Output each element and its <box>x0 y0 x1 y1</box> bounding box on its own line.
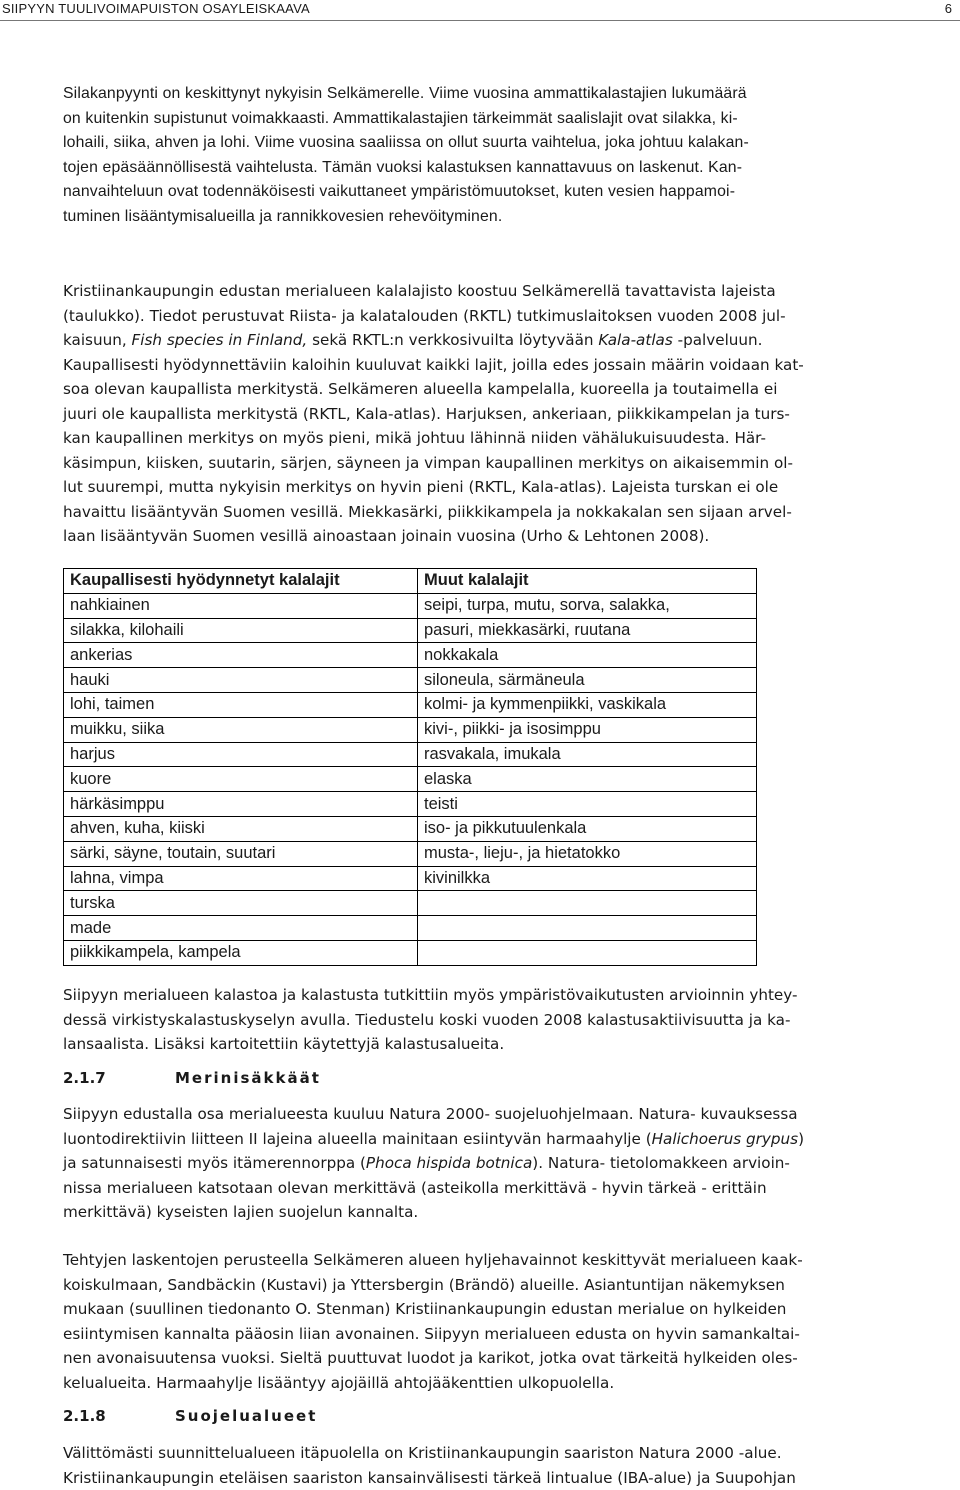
fish-species-table <box>63 568 757 966</box>
text-line: laan lisääntyvän Suomen vesillä ainoastaan joinain vuosina (Urho & Lehtonen 2008). <box>63 527 710 545</box>
table-row <box>64 593 757 618</box>
table-cell <box>418 891 757 916</box>
table-cell: särki, säyne, toutain, suutari <box>64 841 418 866</box>
table-cell: hauki <box>64 668 418 693</box>
table-cell: turska <box>64 891 418 916</box>
table-cell: elaska <box>418 767 757 792</box>
table-row <box>64 816 757 841</box>
table-cell: kivinilkka <box>418 866 757 891</box>
text-run: ja satunnaisesti myös itämerennorppa ( <box>63 1154 366 1172</box>
table-cell: kivi-, piikki- ja isosimppu <box>418 717 757 742</box>
table-cell: iso- ja pikkutuulenkala <box>418 816 757 841</box>
text-line: Kaupallisesti hyödynnettäviin kaloihin kuuluvat kaikki lajit, joilla edes jossain määrin voidaan kat- <box>63 355 804 374</box>
species-name: Phoca hispida botnica <box>365 1154 533 1172</box>
table-cell: harjus <box>64 742 418 767</box>
table-row <box>64 692 757 717</box>
table-cell: seipi, turpa, mutu, sorva, salakka, <box>418 593 757 618</box>
table-cell: ahven, kuha, kiiski <box>64 816 418 841</box>
text-line: Kristiinankaupungin eteläisen saariston kansainvälisesti tärkeä lintualue (IBA-alue) ja Suupohjan <box>63 1468 796 1487</box>
service-name: Kala-atlas <box>598 331 673 349</box>
table-cell: made <box>64 916 418 941</box>
table-row <box>64 792 757 817</box>
paragraph-fish-species <box>63 279 948 549</box>
page-number: 6 <box>944 1 952 16</box>
text-line: nen avonaisuutensa vuoksi. Sieltä puuttuvat luodot ja karikot, jotka ovat tärkeitä hylkeiden oles- <box>63 1349 798 1367</box>
text-line <box>63 1127 948 1152</box>
text-line: soa olevan kaupallista merkitystä. Selkämeren alueella kampelalla, kuoreella ja toutaimella ei <box>63 380 778 398</box>
text-line: koiskulmaan, Sandbäckin (Kustavi) ja Yttersbergin (Brändö) alueille. Asiantuntijan näkemyksen <box>63 1275 785 1294</box>
text-line: tojen epäsäännöllisestä vaihtelusta. Tämän vuoksi kalastuksen kannattavuus on laskenut. Kan- <box>63 158 743 176</box>
text-run: ) <box>798 1129 805 1148</box>
paragraph-recreational-fishing <box>63 983 948 1057</box>
text-line: tuminen lisääntymisalueilla ja rannikkovesien rehevöityminen. <box>63 207 503 225</box>
table-row <box>64 643 757 668</box>
text-line: juuri ole kaupallista merkitystä (RKTL, Kala-atlas). Harjuksen, ankeriaan, piikkikampelan ja turs- <box>63 404 790 423</box>
table-cell: nokkakala <box>418 643 757 668</box>
text-line: lohaili, siika, ahven ja lohi. Viime vuosina saaliissa on ollut suurta vaihtelua, joka johtuu kalakan- <box>63 134 749 151</box>
text-run: ). Natura- tietolomakkeen arvioin- <box>532 1154 790 1172</box>
paragraph-natura <box>63 1102 948 1225</box>
table-row <box>64 618 757 643</box>
text-run: luontodirektiivin liitteen II lajeina alueella mainitaan esiintyvän harmaahylje ( <box>63 1129 652 1148</box>
section-title: Suojelualueet <box>175 1407 318 1425</box>
table-cell: teisti <box>418 792 757 817</box>
text-line: Tehtyjen laskentojen perusteella Selkämeren alueen hyljehavainnot keskittyvät merialueen kaak- <box>63 1251 803 1269</box>
paragraph-fishing-overview <box>63 82 948 229</box>
paragraph-seal-observations <box>63 1248 948 1395</box>
text-line: (taulukko). Tiedot perustuvat Riista- ja kalatalouden (RKTL) tutkimuslaitoksen vuoden 2008 jul- <box>63 306 786 325</box>
table-row <box>64 940 757 965</box>
table-cell: kolmi- ja kymmenpiikki, vaskikala <box>418 692 757 717</box>
table-cell: kuore <box>64 767 418 792</box>
table-cell: piikkikampela, kampela <box>64 940 418 965</box>
text-line <box>63 1151 948 1176</box>
table-cell: härkäsimppu <box>64 792 418 817</box>
text-line <box>63 328 948 353</box>
text-line: lut suurempi, mutta nykyisin merkitys on hyvin pieni (RKTL, Kala-atlas). Lajeista turskan ei ole <box>63 478 779 496</box>
text-run: kaisuun, <box>63 331 132 349</box>
table-row <box>64 767 757 792</box>
table-cell <box>418 916 757 941</box>
table-header-row <box>64 569 757 594</box>
text-line: Välittömästi suunnittelualueen itäpuolella on Kristiinankaupungin saariston Natura 2000 -alue. <box>63 1444 782 1462</box>
table-row <box>64 866 757 891</box>
text-line: kelualueita. Harmaahylje lisääntyy ajojäillä ahtojääkenttien ulkopuolella. <box>63 1373 615 1392</box>
section-title: Merinisäkkäät <box>175 1069 321 1087</box>
species-name: Halichoerus grypus <box>651 1129 799 1148</box>
table-cell <box>418 940 757 965</box>
text-line: dessä virkistyskalastuskyselyn avulla. Tiedustelu koski vuoden 2008 kalastusaktiivisuutta ja ka- <box>63 1010 791 1029</box>
table-row <box>64 841 757 866</box>
section-number: 2.1.7 <box>63 1069 106 1087</box>
column-header-other: Muut kalalajit <box>418 569 757 594</box>
document-title: SIIPYYN TUULIVOIMAPUISTON OSAYLEISKAAVA <box>2 1 310 16</box>
text-line: kan kaupallinen merkitys on myös pieni, mikä johtuu lähinnä niiden vähälukuisuudesta. Här- <box>63 429 766 447</box>
text-line: lansaalista. Lisäksi kartoitettiin käytettyjä kalastusalueita. <box>63 1035 505 1053</box>
text-line: Silakanpyynti on keskittynyt nykyisin Selkämerelle. Viime vuosina ammattikalastajien lukumäärä <box>63 85 747 102</box>
table-row <box>64 717 757 742</box>
page-header <box>0 0 960 21</box>
table-cell: muikku, siika <box>64 717 418 742</box>
publication-title: Fish species in Finland, <box>131 331 308 349</box>
text-line: nanvaihteluun ovat todennäköisesti vaikuttaneet ympäristömuutokset, kuten vesien happamoi- <box>63 183 736 200</box>
table-row <box>64 668 757 693</box>
section-heading-marine-mammals <box>63 1069 321 1087</box>
text-line: Kristiinankaupungin edustan merialueen kalalajisto koostuu Selkämerellä tavattavista lajeista <box>63 282 776 300</box>
paragraph-protected-areas <box>63 1441 948 1490</box>
text-run: sekä RKTL:n verkkosivuilta löytyvään <box>307 331 599 349</box>
text-line: havaittu lisääntyvän Suomen vesillä. Miekkasärki, piikkikampela ja nokkakalan sen sijaan arvel- <box>63 502 792 521</box>
table-cell: siloneula, särmäneula <box>418 668 757 693</box>
text-line: esiintymisen kannalta pääosin liian avonainen. Siipyyn merialueen edusta on hyvin samankaltai- <box>63 1324 800 1343</box>
table-cell: lahna, vimpa <box>64 866 418 891</box>
column-header-commercial: Kaupallisesti hyödynnetyt kalalajit <box>64 569 418 594</box>
text-line: on kuitenkin supistunut voimakkaasti. Ammattikalastajien tärkeimmät saalislajit ovat silakka, ki- <box>63 109 738 127</box>
section-number: 2.1.8 <box>63 1407 106 1425</box>
text-line: nissa merialueen katsotaan olevan merkittävä (asteikolla merkittävä - hyvin tärkeä - erittäin <box>63 1178 767 1197</box>
table-row <box>64 891 757 916</box>
table-row <box>64 916 757 941</box>
table-cell: rasvakala, imukala <box>418 742 757 767</box>
text-line: käsimpun, kiisken, suutarin, särjen, säyneen ja vimpan kaupallinen merkitys on aikaisemmin ol- <box>63 453 793 472</box>
table-cell: silakka, kilohaili <box>64 618 418 643</box>
table-cell: nahkiainen <box>64 593 418 618</box>
text-line: Siipyyn edustalla osa merialueesta kuuluu Natura 2000- suojeluohjelmaan. Natura- kuvauksessa <box>63 1105 798 1123</box>
text-line: merkittävä) kyseisten lajien suojelun kannalta. <box>63 1203 419 1221</box>
section-heading-protected-areas <box>63 1407 317 1425</box>
table-cell: pasuri, miekkasärki, ruutana <box>418 618 757 643</box>
text-run: -palveluun. <box>672 331 763 349</box>
table-row <box>64 742 757 767</box>
text-line: mukaan (suullinen tiedonanto O. Stenman) Kristiinankaupungin edustan merialue on hylkeiden <box>63 1300 787 1318</box>
table-cell: musta-, lieju-, ja hietatokko <box>418 841 757 866</box>
text-line: Siipyyn merialueen kalastoa ja kalastusta tutkittiin myös ympäristövaikutusten arvioinnin yhtey- <box>63 986 798 1004</box>
table-cell: lohi, taimen <box>64 692 418 717</box>
table-cell: ankerias <box>64 643 418 668</box>
